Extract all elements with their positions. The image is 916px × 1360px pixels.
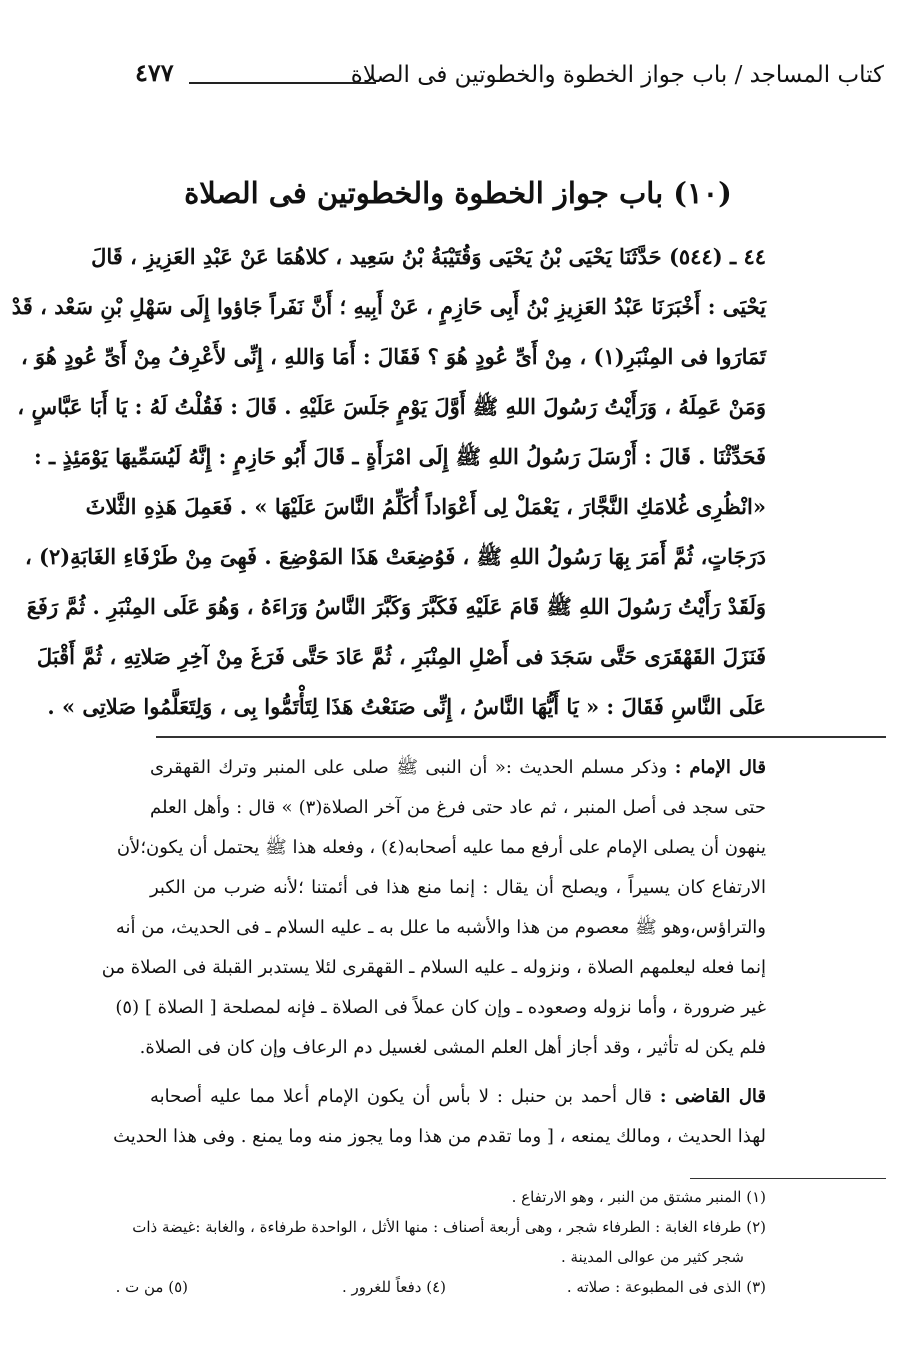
commentary-text: قال أحمد بن حنبل : لا بأس أن يكون الإمام أعلا مما عليه أصحابه (150, 1086, 653, 1107)
header-title: كتاب المساجد / باب جواز الخطوة والخطوتين فى الصلاة (350, 62, 884, 88)
footnote-5: (٥) من ت . (115, 1278, 188, 1296)
qadi-label: قال القاضى : (659, 1086, 766, 1107)
commentary-line: والتراؤس،وهو ﷺ معصوم من هذا والأشبه ما علل به ـ عليه السلام ـ فى الحديث، من أنه (115, 917, 766, 938)
footnote-4: (٤) دفعاً للغرور . (341, 1278, 446, 1296)
commentary-line (150, 748, 766, 788)
commentary-separator (156, 736, 886, 738)
hadith-text (11, 232, 766, 732)
commentary-line: الارتفاع كان يسيراً ، ويصلح أن يقال : إنما منع هذا فى أئمتنا ؛لأنه ضرب من الكبر (150, 877, 766, 898)
hadith-line: ٤٤ ـ (٥٤٤) حَدَّثَنَا يَحْيَى بْنُ يَحْيَى وَقُتَيْبَةُ بْنُ سَعِيد ، كلاهُمَا عَنْ عَبْدِ العَزِيزِ ، قَالَ (91, 244, 766, 269)
hadith-line: دَرَجَاتٍ، ثُمَّ أَمَرَ بِهَا رَسُولُ اللهِ ﷺ ، فَوُضِعَتْ هَذَا المَوْضِعَ . فَهِىَ مِنْ طَرْفَاءِ الغَابَةِ(٢) ، (24, 544, 766, 569)
footnote-1: (١) المنبر مشتق من النبر ، وهو الارتفاع . (511, 1188, 766, 1206)
footnote-row (115, 1272, 766, 1302)
commentary-line (150, 1077, 766, 1117)
hadith-line: وَلَقَدْ رَأَيْتُ رَسُولَ اللهِ ﷺ قَامَ عَلَيْهِ فَكَبَّرَ وَكَبَّرَ النَّاسُ وَرَاءَهُ ، وَهُوَ عَلَى المِنْبَرِ . ثُمَّ رَفَعَ (26, 594, 766, 619)
footnote-3: (٣) الذى فى المطبوعة : صلاته . (566, 1278, 766, 1296)
commentary-line: حتى سجد فى أصل المنبر ، ثم عاد حتى فرغ من آخر الصلاة(٣) » قال : وأهل العلم (150, 797, 766, 818)
page-number: ٤٧٧ (135, 58, 174, 87)
commentary-line: فلم يكن له تأثير ، وقد أجاز أهل العلم المشى لغسيل دم الرعاف وإن كان فى الصلاة. (139, 1037, 766, 1058)
header-rule (189, 82, 376, 84)
hadith-line: تَمَارَوا فى المِنْبَرِ(١) ، مِنْ أَىِّ عُودٍ هُوَ ؟ فَقَالَ : أَمَا وَاللهِ ، إِنِّى لأَعْرِفُ مِنْ أَىِّ عُودٍ هُوَ ، (20, 344, 766, 369)
hadith-line: عَلَى النَّاسِ فَقَالَ : « يَا أَيُّهَا النَّاسُ ، إِنِّى صَنَعْتُ هَذَا لِتَأْتَمُّوا بِى ، وَلِتَعَلَّمُوا صَلاتِى » . (47, 694, 766, 719)
commentary-line: لهذا الحديث ، ومالك يمنعه ، [ وما تقدم من هذا وما يجوز منه وما يمنع . وفى هذا الحديث (113, 1126, 766, 1147)
footnote-2: (٢) طرفاء الغابة : الطرفاء شجر ، وهى أربعة أصناف : منها الأثل ، الواحدة طرفاءة ، والغابة :غيضة ذات (132, 1218, 766, 1236)
hadith-line: يَحْيَى : أَخْبَرَنَا عَبْدُ العَزِيزِ بْنُ أَبِى حَازِمٍ ، عَنْ أَبِيهِ ؛ أَنَّ نَفَراً جَاؤوا إِلَى سَهْلِ بْنِ سَعْد ، قَدْ (11, 294, 766, 319)
running-header (135, 58, 884, 98)
commentary (101, 748, 766, 1157)
commentary-line: غير ضرورة ، وأما نزوله وصعوده ـ وإن كان عملاً فى الصلاة ـ فإنه لمصلحة [ الصلاة ] (٥) (115, 997, 766, 1018)
chapter-title: (١٠) باب جواز الخطوة والخطوتين فى الصلاة (184, 176, 732, 210)
commentary-line: إنما فعله ليعلمهم الصلاة ، ونزوله ـ عليه السلام ـ القهقرى لئلا يستدبر القبلة فى الصلاة من (101, 957, 766, 978)
hadith-line: وَمَنْ عَمِلَهُ ، وَرَأَيْتُ رَسُولَ اللهِ ﷺ أَوَّلَ يَوْمٍ جَلَسَ عَلَيْهِ . قَالَ : فَقُلْتُ لَهُ : يَا أَبَا عَبَّاسٍ ، (17, 394, 766, 419)
imam-label: قال الإمام : (674, 757, 766, 778)
hadith-line: فَحَدِّثْنَا . قَالَ : أَرْسَلَ رَسُولُ اللهِ ﷺ إِلَى امْرَأَةٍ ـ قَالَ أَبُو حَازِمٍ : إِنَّهُ لَيُسَمِّيهَا يَوْمَئِذٍ ـ : (33, 444, 766, 469)
footnotes (115, 1182, 766, 1302)
commentary-text: وذكر مسلم الحديث :« أن النبى ﷺ صلى على المنبر وترك القهقرى (150, 757, 668, 778)
commentary-line: ينهون أن يصلى الإمام على أرفع مما عليه أصحابه(٤) ، وفعله هذا ﷺ يحتمل أن يكون؛لأن (116, 837, 766, 858)
hadith-line: «انْظُرِى غُلامَكِ النَّجَّارَ ، يَعْمَلْ لِى أَعْوَاداً أُكَلِّمُ النَّاسَ عَلَيْهَا » . فَعَمِلَ هَذِهِ الثَّلاثَ (85, 494, 766, 519)
hadith-line: فَنَزَلَ القَهْقَرَى حَتَّى سَجَدَ فى أَصْلِ المِنْبَرِ ، ثُمَّ عَادَ حَتَّى فَرَغَ مِنْ آخِرِ صَلاتِهِ ، ثُمَّ أَقْبَلَ (36, 644, 766, 669)
footnote-2-cont: شجر كثير من عوالى المدينة . (560, 1248, 744, 1266)
footnote-rule (690, 1178, 886, 1179)
